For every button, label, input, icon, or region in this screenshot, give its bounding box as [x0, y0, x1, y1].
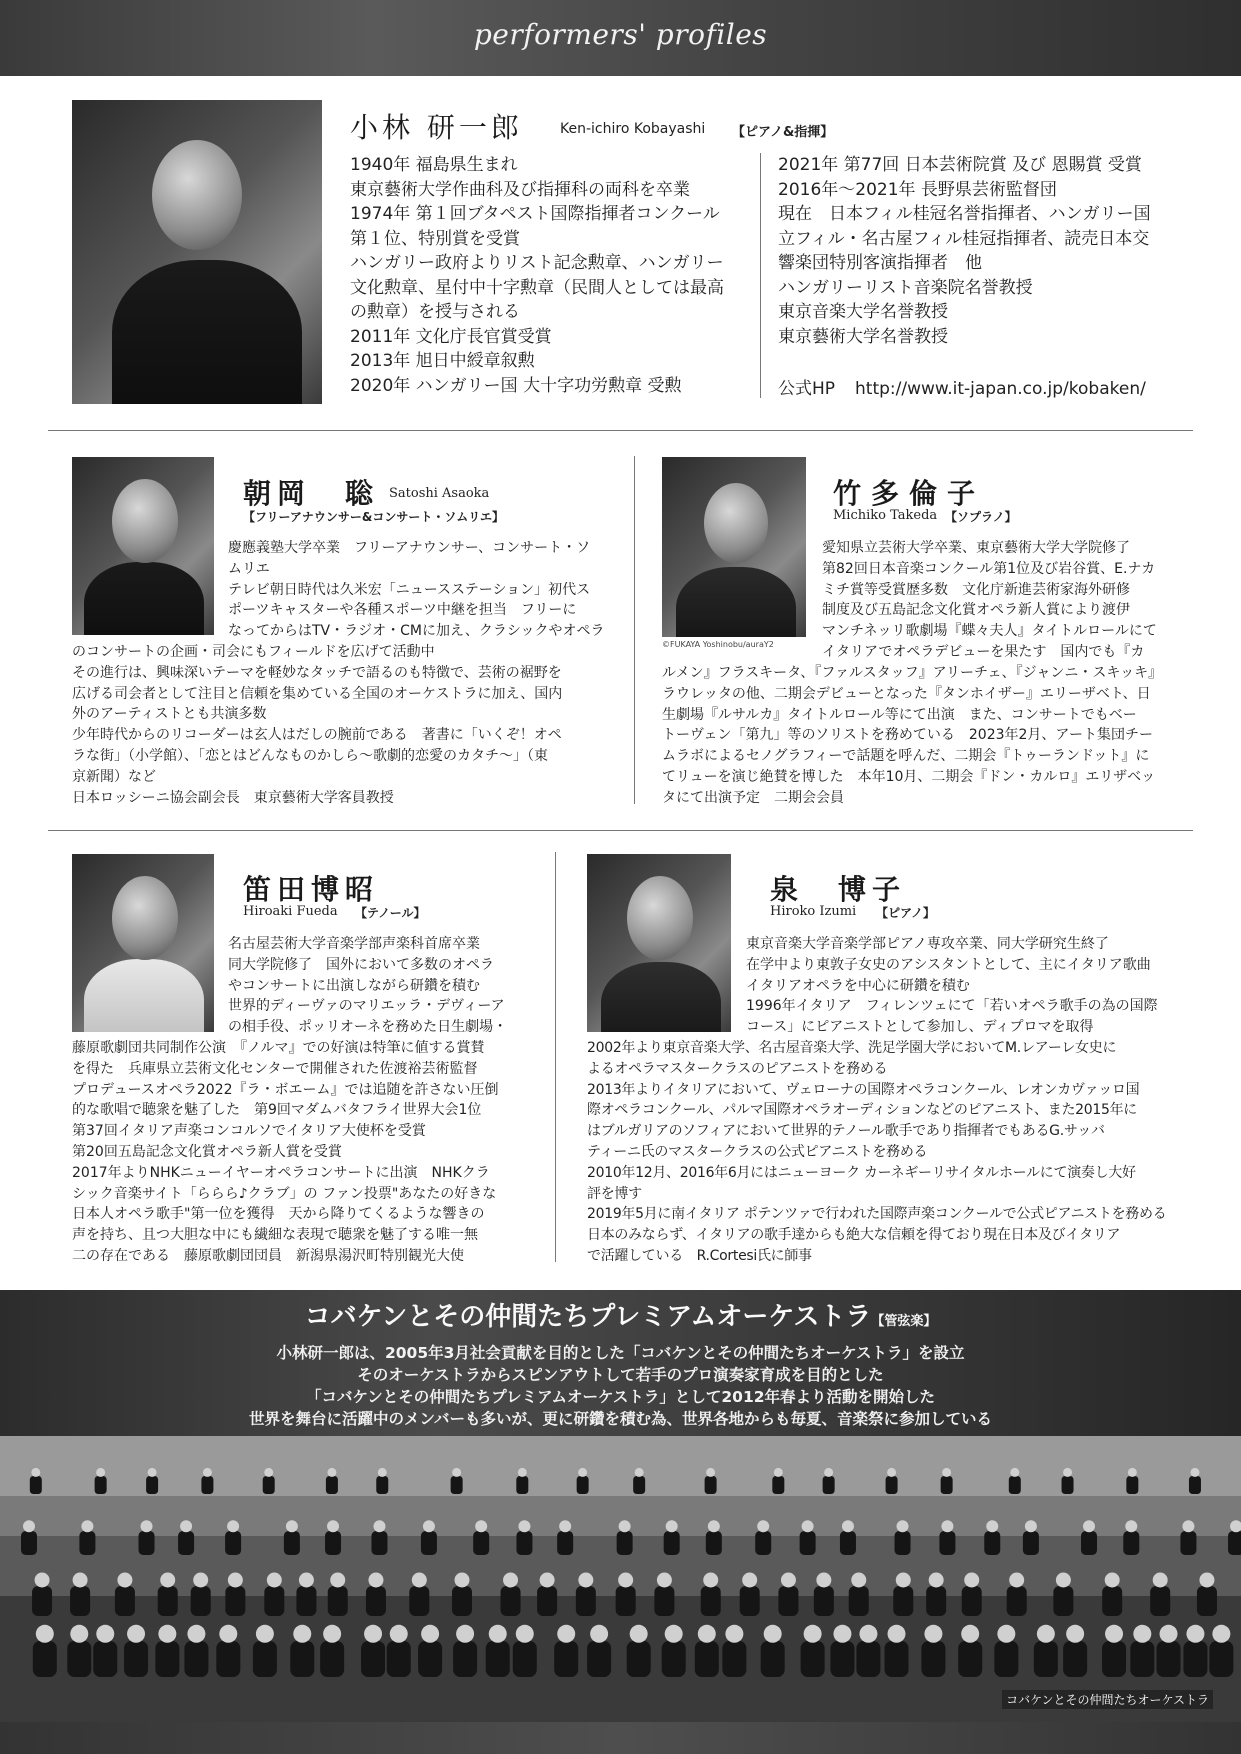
kobayashi-name: 小林 研一郎: [350, 111, 523, 144]
fueda-photo: [72, 854, 214, 1032]
izumi-photo: [587, 854, 731, 1032]
fueda-role: 【テノール】: [355, 906, 426, 920]
kobayashi-bio-right: 2021年 第77回 日本芸術院賞 及び 恩賜賞 受賞 2016年〜2021年 長野県芸術監督団 現在 日本フィル桂冠名誉指揮者、ハンガリー国 立フィル・名古屋フィル桂冠指揮者、読売日本交 響楽団特別客演指揮者 他 ハンガリーリスト音楽院名誉教授 東京音楽大学名誉教授 東京藝術大学名誉教授: [778, 155, 1151, 347]
takeda-bio-short: 愛知県立芸術大学卒業、東京藝術大学大学院修了 第82回日本音楽コンクール第1位及び岩谷賞、E.ナカ ミチ賞等受賞歴多数 文化庁新進芸術家海外研修 制度及び五島記念文化賞オペラ新人賞により渡伊 マンチネッリ歌劇場『蝶々夫人』タイトルロールにて イタリアでオペラデビューを果たす 国内でも『カ: [822, 540, 1157, 660]
takeda-romaji: Michiko Takeda: [833, 508, 938, 523]
izumi-role: 【ピアノ】: [876, 906, 936, 920]
fueda-romaji: Hiroaki Fueda: [243, 904, 338, 919]
orchestra-photo: [0, 1436, 1241, 1722]
asaoka-role: 【フリーアナウンサー&コンサート・ソムリエ】: [243, 510, 505, 524]
section-divider-1: [48, 430, 1193, 431]
asaoka-bio-full: のコンサートの企画・司会にもフィールドを広げて活動中 その進行は、興味深いテーマを軽妙なタッチで語るのも特徴で、芸術の裾野を 広げる司会者として注目と信頼を集めている全国のオーケストラに加え、国内 外のアーティストとも共演多数 少年時代からのリコーダーは玄人はだしの腕前である 著書に「いくぞ！オペ ラな街」（小学館）、「恋とはどんなものかしら〜歌劇的恋愛のカタチ〜」（東 京新聞）など 日本ロッシーニ協会副会長 東京藝術大学客員教授: [72, 644, 563, 806]
middle-divider-2: [555, 852, 556, 1262]
fueda-bio-short: 名古屋芸術大学音楽学部声楽科首席卒業 同大学院修了 国外において多数のオペラ やコンサートに出演しながら研鑽を積む 世界的ディーヴァのマリエッラ・デヴィーア の相手役、ポッリオーネを務めた日生劇場・: [228, 936, 508, 1036]
takeda-role: 【ソプラノ】: [945, 510, 1017, 524]
takeda-photo-credit: ©FUKAYA Yoshinobu/auraY2: [662, 640, 774, 649]
kobayashi-hp-link[interactable]: http://www.it-japan.co.jp/kobaken/: [855, 379, 1146, 399]
kobayashi-divider: [760, 153, 761, 398]
orchestra-photo-caption: コバケンとその仲間たちオーケストラ: [1002, 1690, 1213, 1709]
takeda-name: 竹多倫子: [833, 477, 986, 510]
kobayashi-photo: [72, 100, 322, 404]
takeda-photo: [662, 457, 806, 637]
asaoka-name: 朝岡 聡: [243, 477, 380, 510]
fueda-name: 笛田博昭: [243, 873, 380, 906]
page-title: performers' profiles: [473, 18, 768, 51]
izumi-bio-full: 2002年より東京音楽大学、名古屋音楽大学、洗足学園大学においてM.レアーレ女史に よるオペラマスタークラスのピアニストを務める 2013年よりイタリアにおいて、ヴェローナの国際オペラコンクール、レオンカヴァッロ国 際オペラコンクール、パルマ国際オペラオーディションなどのピアニスト、また2015年に はブルガリアのソフィアにおいて世界的テノール歌手であり指揮者でもあるG.サッバ ティーニ氏のマスタークラスの公式ピアニストを務める 2010年12月、2016年6月にはニューヨーク カーネギーリサイタルホールにて演奏し大好 評を博す 2019年5月に南イタリア ポテンツァで行われた国際声楽コンクールで公式ピアニストを務める 日本のみならず、イタリアの歌手達からも絶大な信頼を得ており現在日本及びイタリア で活躍している R.Cortesi氏に師事: [587, 1040, 1167, 1264]
footer-bar: [0, 1722, 1241, 1754]
kobayashi-romaji: Ken-ichiro Kobayashi: [560, 121, 706, 137]
takeda-bio-full: ルメン』フラスキータ、『ファルスタッフ』アリーチェ、『ジャンニ・スキッキ』 ラウレッタの他、二期会デビューとなった『タンホイザー』エリーザベト、日 生劇場『ルサルカ』タイトルロール等にて出演 また、コンサートでもベー トーヴェン「第九」等のソリストを務めている 2023年2月、アート集団チー ムラボによるセノグラフィーで話題を呼んだ、二期会『トゥーランドット』に てリューを演じ絶賛を博した 本年10月、二期会『ドン・カルロ』エリザベッ タにて出演予定 二期会会員: [662, 665, 1163, 806]
asaoka-bio-short: 慶應義塾大学卒業 フリーアナウンサー、コンサート・ソ ムリエ テレビ朝日時代は久米宏「ニュースステーション」初代ス ポーツキャスターや各種スポーツ中継を担当 フリーに なってからはTV・ラジオ・CMに加え、クラシックやオペラ: [228, 540, 605, 640]
asaoka-photo: [72, 457, 214, 635]
section-divider-2: [48, 830, 1193, 831]
asaoka-romaji: Satoshi Asaoka: [389, 486, 490, 501]
orchestra-title: コバケンとその仲間たちプレミアムオーケストラ【管弦楽】: [304, 1302, 937, 1332]
izumi-bio-short: 東京音楽大学音楽学部ピアノ専攻卒業、同大学研究生終了 在学中より東敦子女史のアシスタントとして、主にイタリア歌曲 イタリアオペラを中心に研鑽を積む 1996年イタリア フィレンツェにて「若いオペラ歌手の為の国際 コース」にピアニストとして参加し、ディプロマを取得: [746, 936, 1158, 1036]
kobayashi-hp-label: 公式HP: [778, 379, 836, 399]
izumi-name: 泉 博子: [770, 873, 907, 906]
middle-divider-1: [634, 456, 635, 804]
fueda-bio-full: 藤原歌劇団共同制作公演 『ノルマ』での好演は特筆に値する賞賛 を得た 兵庫県立芸術文化センターで開催された佐渡裕芸術監督 プロデュースオペラ2022『ラ・ボエーム』では追随を許さない圧倒 的な歌唱で聴衆を魅了した 第9回マダムバタフライ世界大会1位 第37回イタリア声楽コンコルソでイタリア大使杯を受賞 第20回五島記念文化賞オペラ新人賞を受賞 2017年よりNHKニューイヤーオペラコンサートに出演 NHKクラ シック音楽サイト「ららら♪クラブ」の ファン投票"あなたの好きな 日本人オペラ歌手"第一位を獲得 天から降りてくるような響きの 声を持ち、且つ大胆な中にも繊細な表現で聴衆を魅了する唯一無 二の存在である 藤原歌劇団団員 新潟県湯沢町特別観光大使: [72, 1040, 499, 1264]
orchestra-role: 【管弦楽】: [871, 1314, 937, 1329]
kobayashi-bio-left: 1940年 福島県生まれ 東京藝術大学作曲科及び指揮科の両科を卒業 1974年 第１回ブタペスト国際指揮者コンクール 第１位、特別賞を受賞 ハンガリー政府よりリスト記念勲章、ハンガリー 文化勲章、星付中十字勲章（民間人としては最高 の勲章）を授与される 2011年 文化庁長官賞受賞 2013年 旭日中綬章叙勲 2020年 ハンガリー国 大十字功労勲章 受勲: [350, 155, 724, 396]
orchestra-description: 小林研一郎は、2005年3月社会貢献を目的とした「コバケンとその仲間たちオーケストラ」を設立 そのオーケストラからスピンアウトして若手のプロ演奏家育成を目的とした 「コバケンとその仲間たちプレミアムオーケストラ」として2012年春より活動を開始した 世界を舞台に活躍中のメンバーも多いが、更に研鑽を積む為、世界各地からも毎夏、音楽祭に参加している: [249, 1344, 992, 1428]
izumi-romaji: Hiroko Izumi: [770, 904, 857, 919]
kobayashi-role: 【ピアノ&指揮】: [732, 125, 834, 140]
